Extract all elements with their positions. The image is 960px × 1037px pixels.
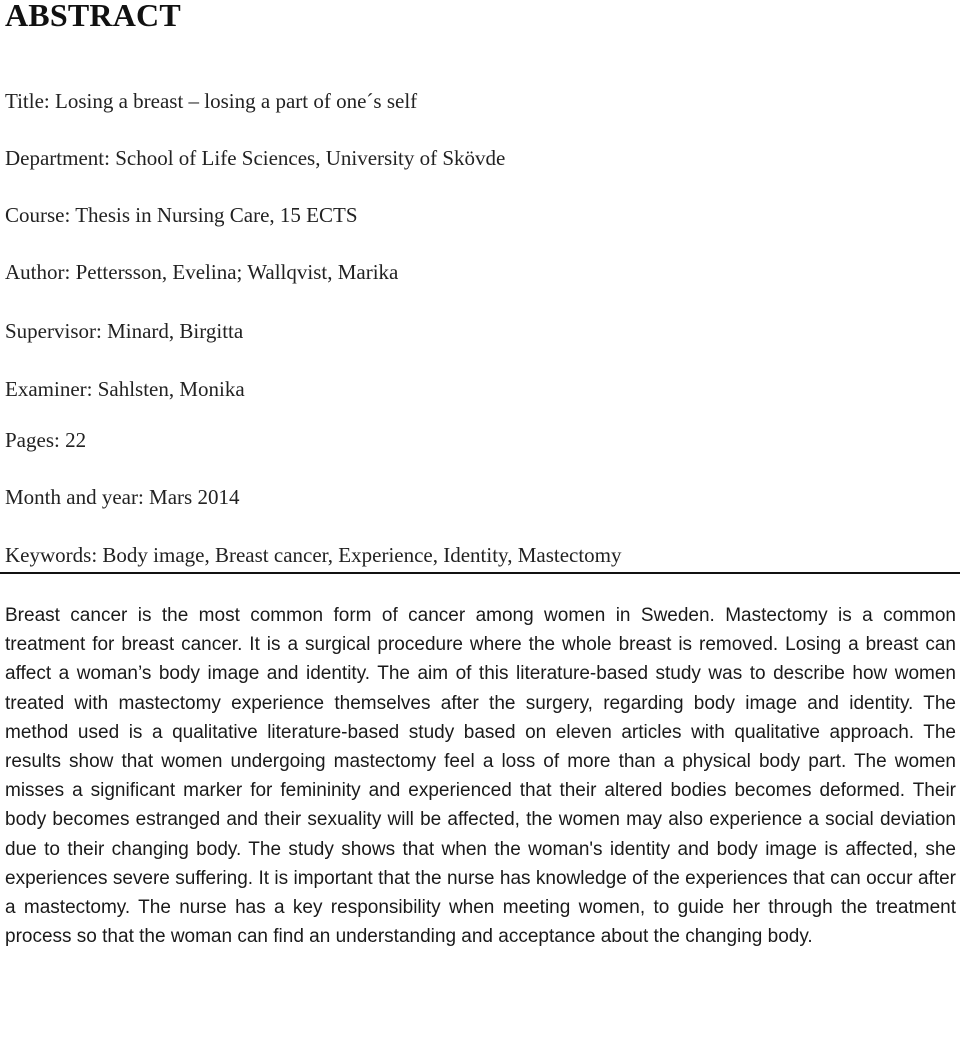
section-divider: [0, 572, 960, 574]
course-line: Course: Thesis in Nursing Care, 15 ECTS: [5, 203, 358, 227]
title-line: Title: Losing a breast – losing a part of one´s self: [5, 89, 418, 113]
author-line: Author: Pettersson, Evelina; Wallqvist, Marika: [5, 260, 399, 284]
supervisor-line: Supervisor: Minard, Birgitta: [5, 319, 244, 343]
month-year-line: Month and year: Mars 2014: [5, 485, 240, 509]
keywords-line: Keywords: Body image, Breast cancer, Experience, Identity, Mastectomy: [5, 543, 622, 567]
pages-line: Pages: 22: [5, 428, 87, 452]
abstract-body: Breast cancer is the most common form of cancer among women in Sweden. Mastectomy is a common treatment for breast cancer. It is a surgical procedure where the whole breast is removed. Losing a breast can affect a woman’s body image and identity. The aim of this literature-based study was to describe how women treated with mastectomy experience themselves after the surgery, regarding body image and identity. The method used is a qualitative literature-based study based on eleven articles with qualitative approach. The results show that women undergoing mastectomy feel a loss of more than a physical body part. The women misses a significant marker for femininity and experienced that their altered bodies becomes deformed. Their body becomes estranged and their sexuality will be affected, the women may also experience a social deviation due to their changing body. The study shows that when the woman's identity and body image is affected, she experiences severe suffering. It is important that the nurse has knowledge of the experiences that can occur after a mastectomy. The nurse has a key responsibility when meeting women, to guide her through the treatment process so that the woman can find an understanding and acceptance about the changing body.: [5, 605, 956, 948]
abstract-heading: ABSTRACT: [5, 0, 181, 33]
department-line: Department: School of Life Sciences, University of Skövde: [5, 146, 506, 170]
examiner-line: Examiner: Sahlsten, Monika: [5, 377, 245, 401]
